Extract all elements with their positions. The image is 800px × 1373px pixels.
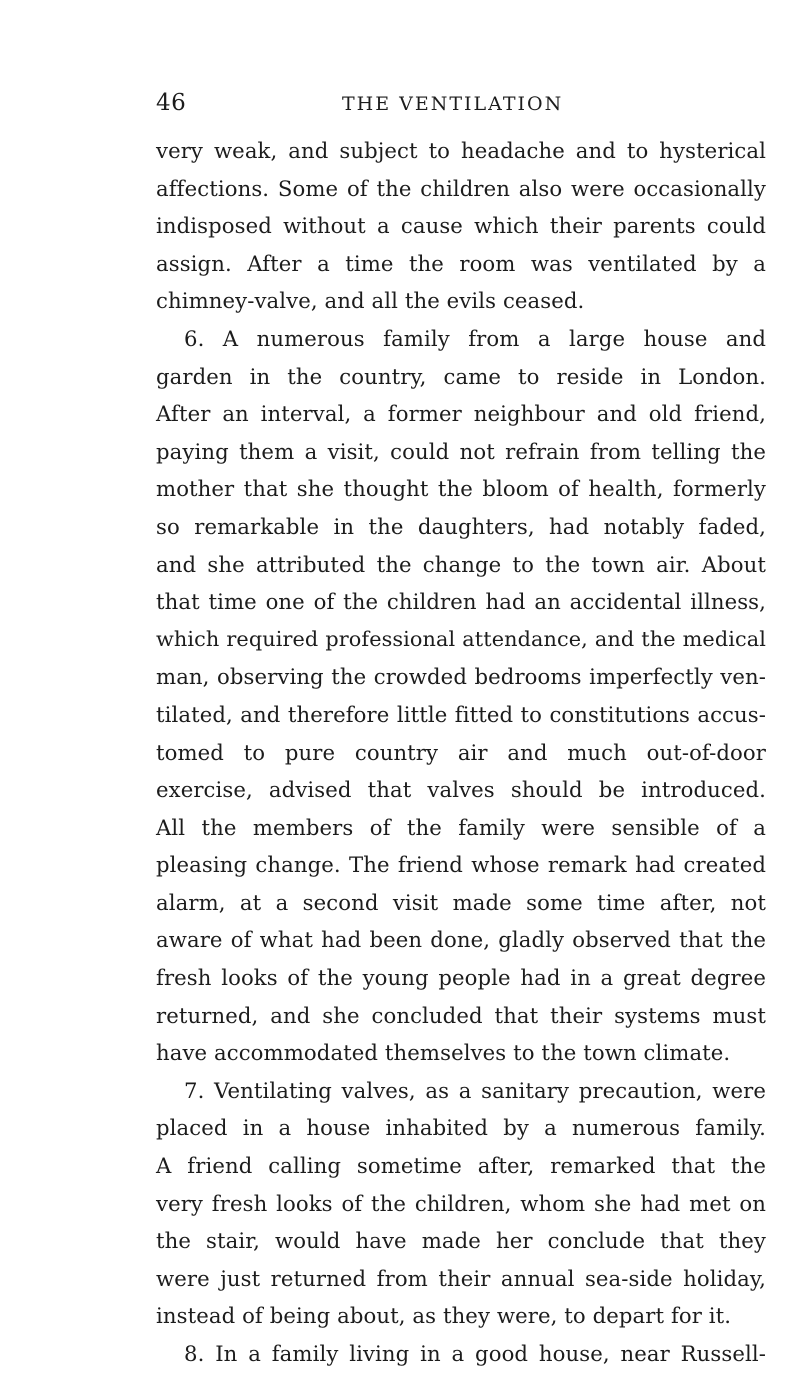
text-line: returned, and she concluded that their systems must bbox=[156, 1002, 766, 1028]
running-title: THE VENTILATION bbox=[342, 93, 564, 115]
text-line: very weak, and subject to headache and to hysterical bbox=[156, 138, 766, 163]
text-line: chimney-valve, and all the evils ceased. bbox=[156, 288, 585, 314]
text-line: alarm, at a second visit made some time after, not bbox=[156, 889, 766, 915]
text-line: garden in the country, came to reside in London. bbox=[156, 363, 766, 389]
text-line: placed in a house inhabited by a numerous family. bbox=[156, 1115, 766, 1141]
page-header bbox=[156, 90, 766, 120]
text-line: indisposed without a cause which their parents could bbox=[156, 213, 766, 239]
text-line: 7. Ventilating valves, as a sanitary precaution, were bbox=[184, 1077, 766, 1103]
text-line: mother that she thought the bloom of health, formerly bbox=[156, 476, 766, 502]
text-line: tilated, and therefore little fitted to constitutions accus- bbox=[156, 701, 766, 727]
text-line: very fresh looks of the children, whom she had met on bbox=[156, 1190, 766, 1216]
text-line: pleasing change. The friend whose remark had created bbox=[156, 852, 766, 878]
text-line: tomed to pure country air and much out-of-door bbox=[156, 739, 766, 765]
text-line: instead of being about, as they were, to depart for it. bbox=[156, 1303, 732, 1329]
text-line: 6. A numerous family from a large house and bbox=[184, 325, 766, 351]
text-line: A friend calling sometime after, remarked that the bbox=[156, 1153, 766, 1179]
text-line: affections. Some of the children also were occasionally bbox=[156, 175, 766, 201]
text-line: 8. In a family living in a good house, near Russell- bbox=[184, 1341, 766, 1366]
text-line: were just returned from their annual sea-side holiday, bbox=[156, 1265, 766, 1291]
text-line: which required professional attendance, and the medical bbox=[156, 626, 766, 651]
text-line: the stair, would have made her conclude that they bbox=[156, 1228, 766, 1254]
text-line: have accommodated themselves to the town climate. bbox=[156, 1040, 731, 1066]
text-line: After an interval, a former neighbour and old friend, bbox=[156, 401, 766, 427]
text-line: that time one of the children had an accidental illness, bbox=[156, 589, 766, 615]
text-line: assign. After a time the room was ventilated by a bbox=[156, 250, 766, 276]
text-line: exercise, advised that valves should be introduced. bbox=[156, 777, 766, 803]
text-line: All the members of the family were sensible of a bbox=[156, 814, 766, 840]
text-line: so remarkable in the daughters, had notably faded, bbox=[156, 513, 766, 539]
text-line: paying them a visit, could not refrain from telling the bbox=[156, 438, 766, 464]
text-line: and she attributed the change to the town air. About bbox=[156, 551, 766, 577]
body-text bbox=[156, 132, 766, 1373]
text-line: man, observing the crowded bedrooms imperfectly ven- bbox=[156, 664, 766, 690]
text-line: aware of what had been done, gladly observed that the bbox=[156, 927, 766, 953]
text-line: fresh looks of the young people had in a great degree bbox=[156, 965, 766, 991]
page-number: 46 bbox=[156, 90, 187, 116]
